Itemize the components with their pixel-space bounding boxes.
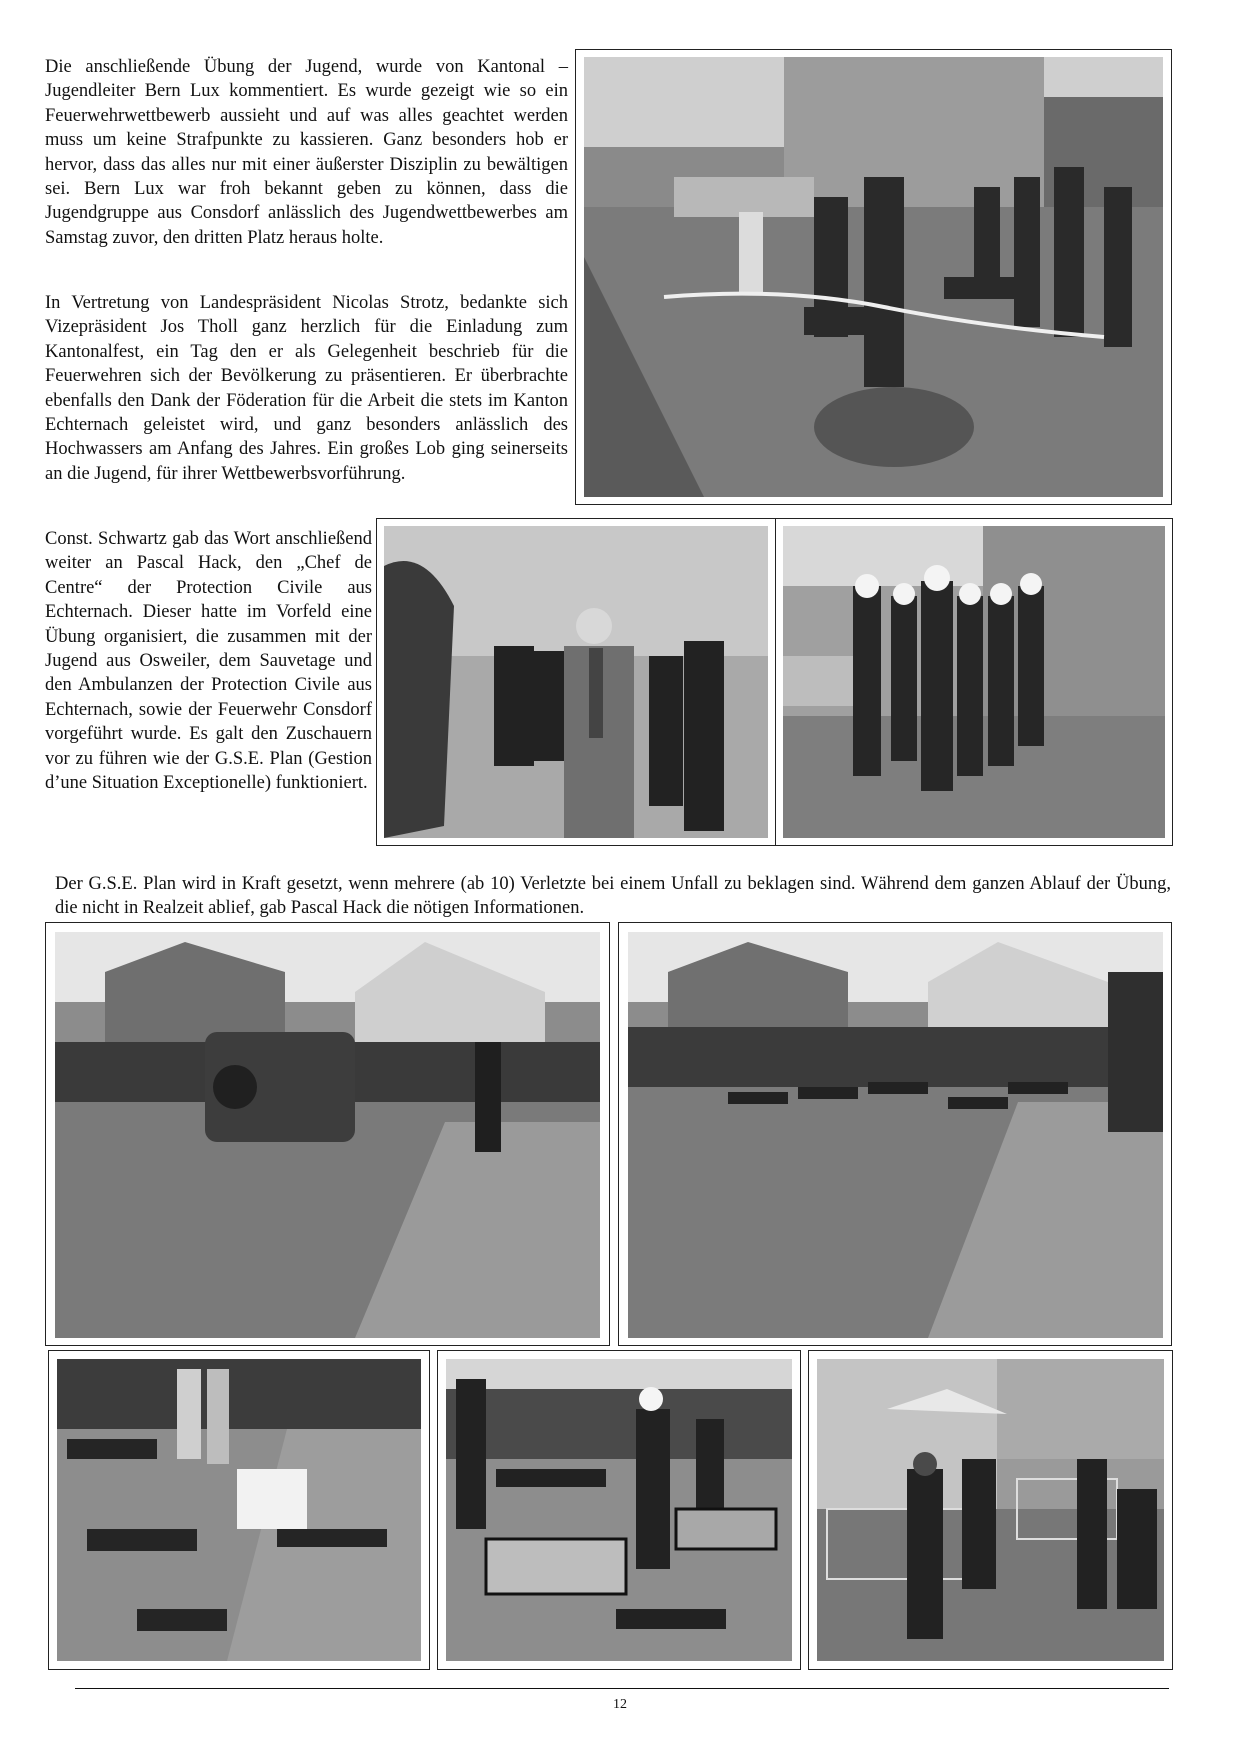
photo-stretchers xyxy=(446,1359,792,1661)
paragraph-youth-exercise: Die anschließende Übung der Jugend, wurde von Kantonal – Jugendleiter Bern Lux kommentiert. Es wurde gezeigt wie so ein Feuerwehrwettbewerb aussieht und auf was alles geachtet werden muss um keine Strafpunkte zu kassieren. Ganz besonders hob er hervor, dass das alles nur mit einer äußerster Disziplin zu bewältigen sei. Bern Lux war froh bekannt geben zu können, dass die Jugendgruppe aus Consdorf anlässlich des Jugendwettbewerbes am Samstag zuvor, den dritten Platz heraus holte. xyxy=(45,57,568,248)
paragraph-vice-president: In Vertretung von Landespräsident Nicolas Strotz, bedankte sich Vizepräsident Jos Tholl ganz herzlich für die Einladung zum Kantonalfest, ein Tag den er als Gelegenheit beschrieb für die Feuerwehren sich der Bevölkerung zu präsentieren. Er überbrachte ebenfalls den Dank der Föderation für die Arbeit die stets im Kanton Echternach geleistet wird, und ganz besonders anlässlich des Hochwassers am Anfang des Jahres. Ein großes Lob ging seinerseits an die Jugend, für ihrer Wettbewerbsvorführung. xyxy=(45,293,568,484)
photo-youth-competition xyxy=(584,57,1163,497)
photo-victims-road xyxy=(628,932,1163,1338)
photo-lineup xyxy=(783,526,1165,838)
photo-car-arrival xyxy=(55,932,600,1338)
photo-rescue-fence xyxy=(817,1359,1164,1661)
paragraph-gse-exercise: Const. Schwartz gab das Wort anschließend weiter an Pascal Hack, den „Chef de Centre“ der Protection Civile aus Echternach. Dieser hatte im Vorfeld eine Übung organisiert, die zusammen mit der Jugend aus Osweiler, dem Sauvetage und den Ambulanzen der Protection Civile aus Echternach, sowie der Feuerwehr Consdorf vorgeführt wurde. Es galt den Zuschauern vor zu führen wie der G.S.E. Plan (Gestion d’une Situation Exceptionelle) funktioniert. xyxy=(45,529,372,794)
photo-first-aid xyxy=(57,1359,421,1661)
page-number: 12 xyxy=(613,1697,627,1712)
footer-divider xyxy=(75,1688,1169,1689)
photo-speaker xyxy=(384,526,768,838)
paragraph-gse-plan: Der G.S.E. Plan wird in Kraft gesetzt, wenn mehrere (ab 10) Verletzte bei einem Unfall zu beklagen sind. Während dem ganzen Ablauf der Übung, die nicht in Realzeit ablief, gab Pascal Hack die nötigen Informationen. xyxy=(55,874,1171,919)
